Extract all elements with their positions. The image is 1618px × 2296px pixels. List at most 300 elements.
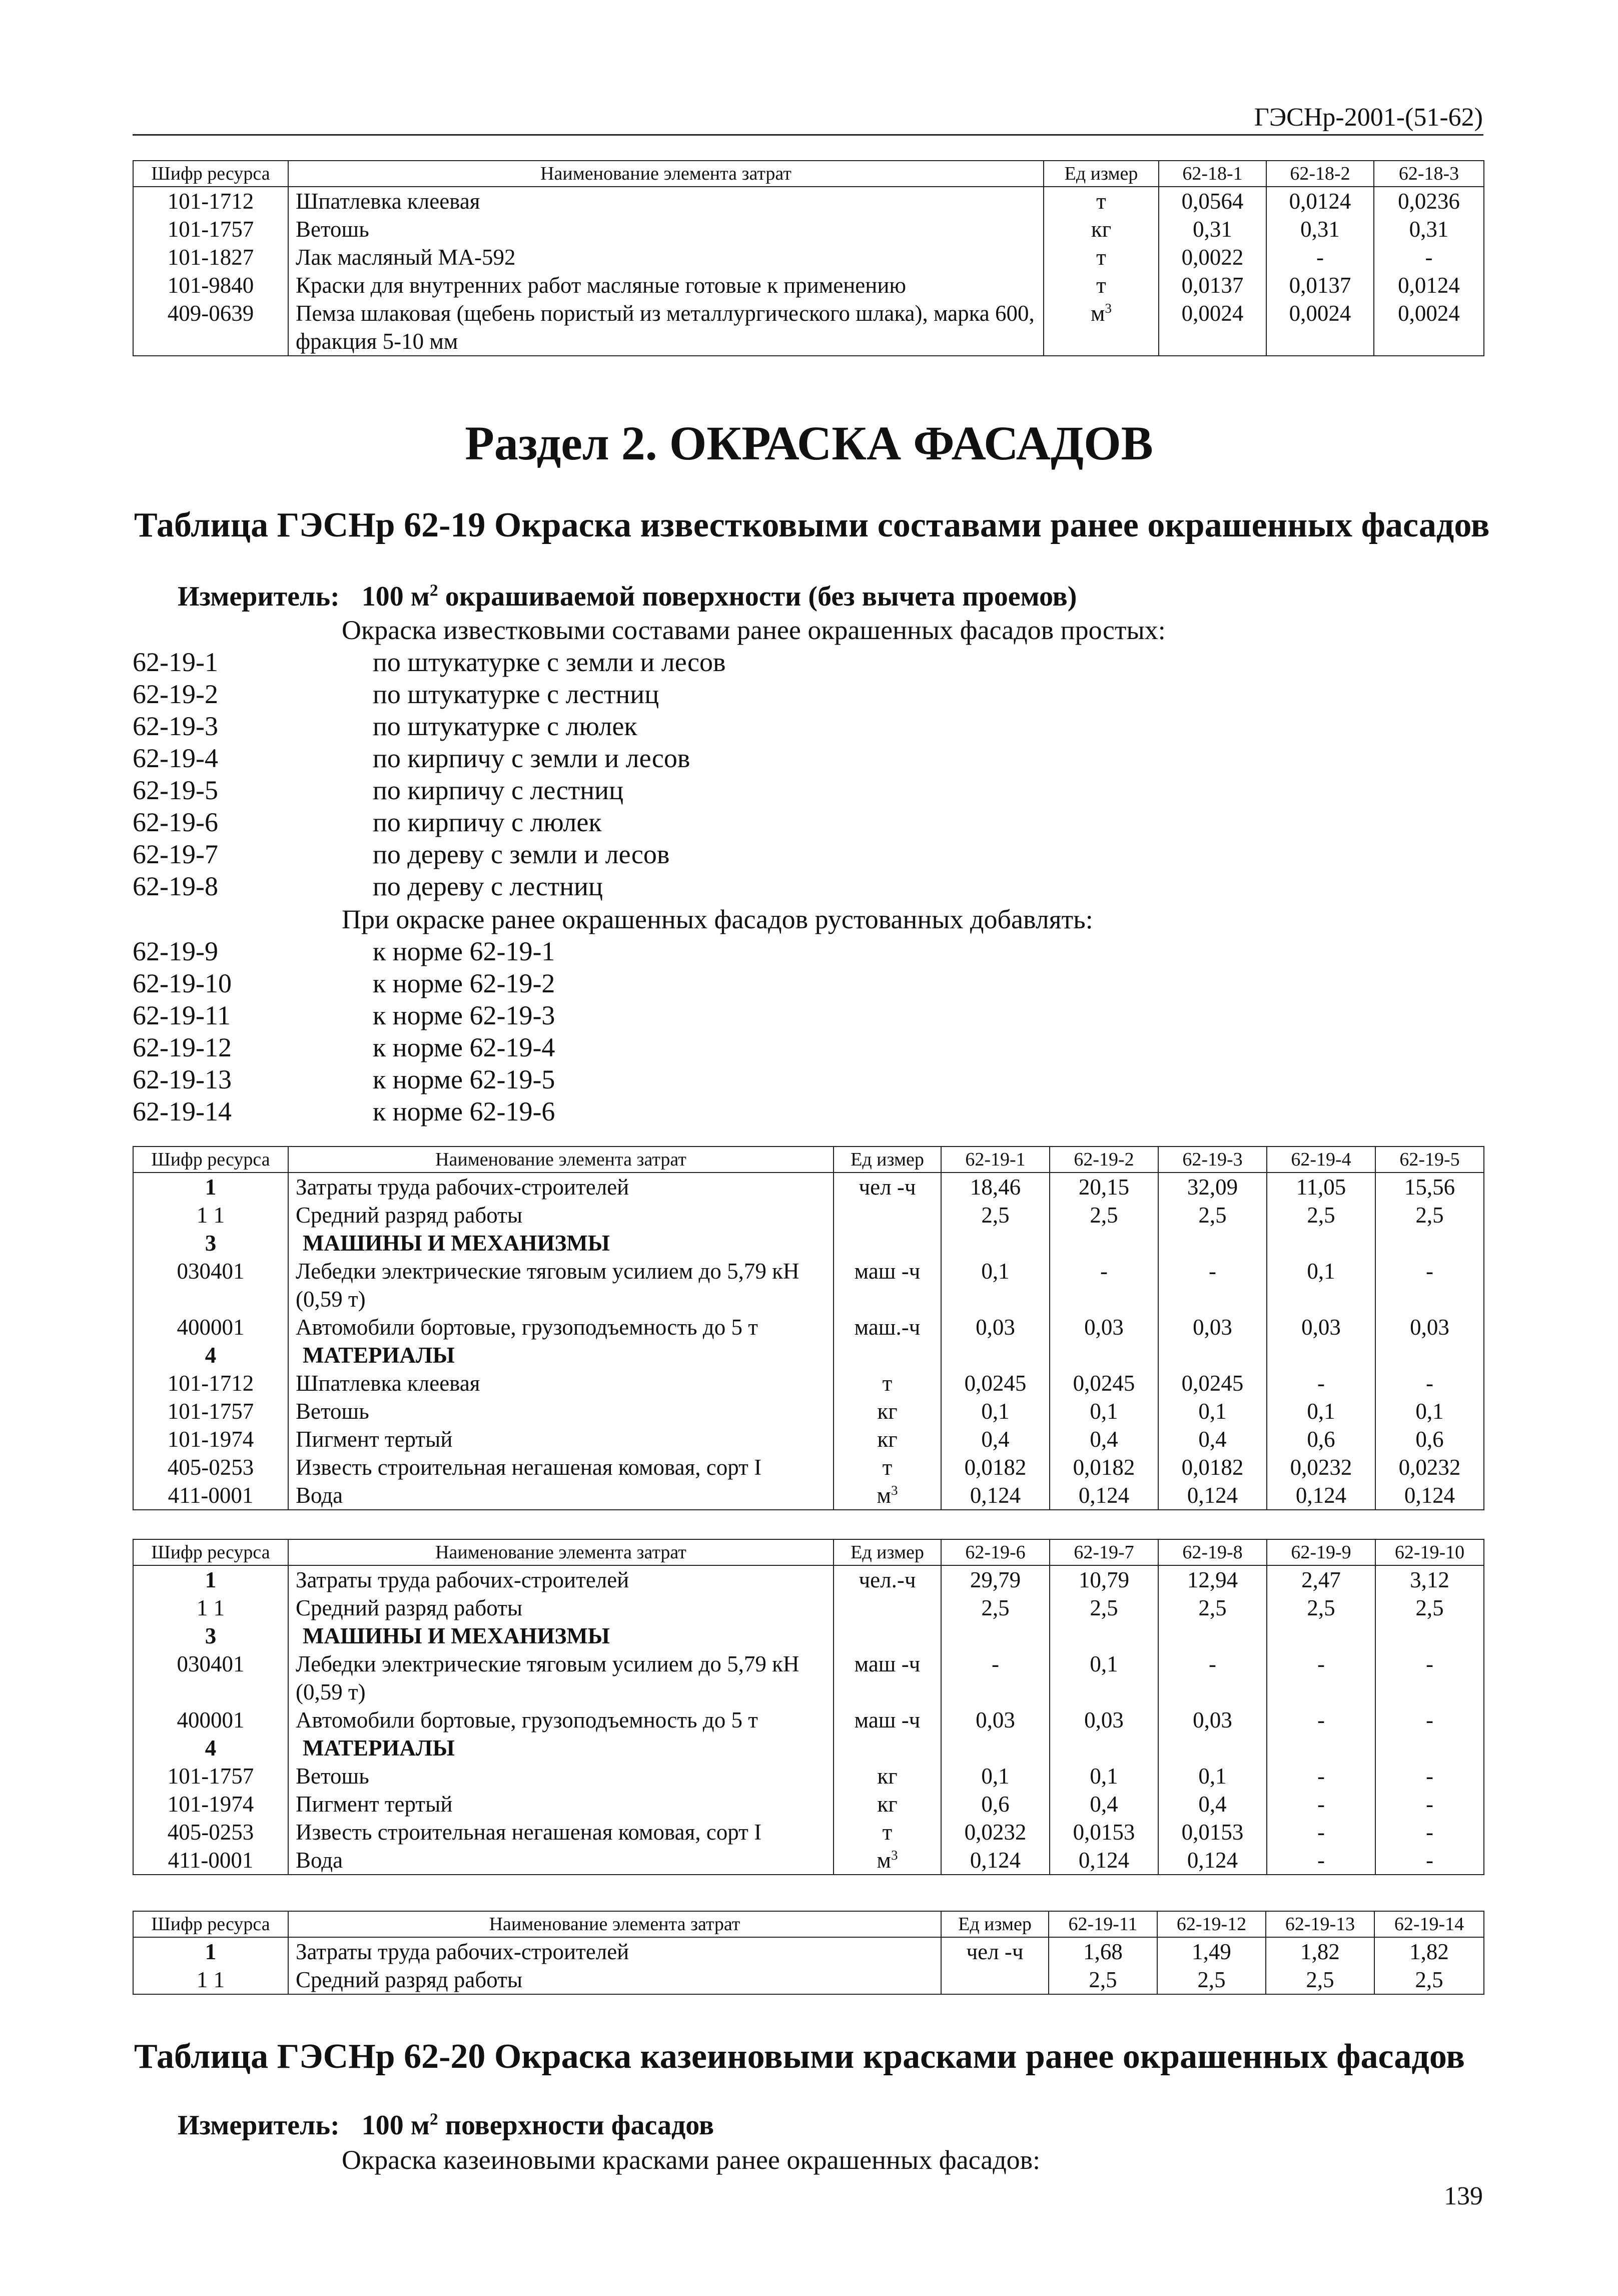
cell-name: Пемза шлаковая (щебень пористый из металлургического шлака), марка 600, фракция 5-10 мм xyxy=(288,299,1044,356)
col-header-norm: 62-19-7 xyxy=(1050,1539,1158,1565)
cell-value: 0,6 xyxy=(1267,1425,1375,1453)
cell-value: 0,0182 xyxy=(941,1453,1050,1481)
norm-description: к норме 62-19-3 xyxy=(373,1000,555,1030)
cell-value: 0,0024 xyxy=(1266,299,1374,356)
norm-code: 62-19-11 xyxy=(133,1000,231,1030)
cell-value: 0,4 xyxy=(1050,1790,1158,1818)
cell-value: - xyxy=(1267,1818,1375,1846)
cell-unit: маш.-ч xyxy=(834,1313,941,1341)
cell-value: - xyxy=(1375,1650,1484,1706)
cell-value xyxy=(1375,1341,1484,1369)
cell-value: 0,1 xyxy=(941,1762,1050,1790)
cell-value: - xyxy=(941,1650,1050,1706)
cell-code: 030401 xyxy=(133,1650,288,1706)
intro-19: Окраска известковыми составами ранее окрашенных фасадов простых: xyxy=(342,615,1166,645)
cell-unit xyxy=(834,1341,941,1369)
table-row xyxy=(133,1397,1484,1425)
meter-value-pre: 100 м xyxy=(361,581,430,612)
col-header-norm: 62-19-12 xyxy=(1157,1911,1266,1937)
norm-description: к норме 62-19-4 xyxy=(373,1032,555,1062)
cell-name: Средний разряд работы xyxy=(288,1966,941,1994)
cell-name: Пигмент тертый xyxy=(288,1790,834,1818)
cell-value: 2,5 xyxy=(1375,1594,1484,1622)
cell-value: 15,56 xyxy=(1375,1173,1484,1201)
meter-value xyxy=(362,2110,714,2141)
table-row xyxy=(133,1481,1484,1510)
cell-unit xyxy=(834,1734,941,1762)
cell-code: 3 xyxy=(133,1622,288,1650)
col-header-norm: 62-19-2 xyxy=(1050,1146,1158,1173)
cell-value: 0,4 xyxy=(941,1425,1050,1453)
cell-code: 1 xyxy=(133,1937,288,1966)
norm-description: по штукатурке с люлек xyxy=(373,711,637,741)
norm-code: 62-19-7 xyxy=(133,839,218,869)
table-row xyxy=(133,1565,1484,1594)
cell-unit: кг xyxy=(834,1790,941,1818)
col-header-norm: 62-19-11 xyxy=(1049,1911,1157,1937)
cell-code: 411-0001 xyxy=(133,1481,288,1510)
cell-value xyxy=(941,1229,1050,1257)
cell-value: 32,09 xyxy=(1158,1173,1267,1201)
cell-unit: маш -ч xyxy=(834,1706,941,1734)
cell-value xyxy=(1158,1229,1267,1257)
cell-code: 101-1712 xyxy=(133,1369,288,1397)
cell-unit: маш -ч xyxy=(834,1257,941,1313)
cell-value xyxy=(1158,1341,1267,1369)
cell-value xyxy=(1375,1622,1484,1650)
table-19-title: Таблица ГЭСНр 62-19 Окраска известковыми составами ранее окрашенных фасадов xyxy=(134,506,1490,544)
unit-superscript: 3 xyxy=(1105,301,1112,316)
norm-description: по дереву с земли и лесов xyxy=(373,839,670,869)
cell-unit xyxy=(834,1622,941,1650)
table-row xyxy=(133,1622,1484,1650)
table-row xyxy=(133,1341,1484,1369)
cell-value: 0,0245 xyxy=(1158,1369,1267,1397)
cell-name: Краски для внутренних работ масляные готовые к применению xyxy=(288,271,1044,299)
cell-value: - xyxy=(1375,1790,1484,1818)
cell-value: 0,03 xyxy=(1267,1313,1375,1341)
cell-value: - xyxy=(1267,1762,1375,1790)
cell-name: Известь строительная негашеная комовая, сорт I xyxy=(288,1453,834,1481)
table-row xyxy=(133,1229,1484,1257)
col-header-code: Шифр ресурса xyxy=(133,1539,288,1565)
norm-code: 62-19-13 xyxy=(133,1064,232,1094)
cell-unit: т xyxy=(834,1453,941,1481)
cell-value xyxy=(1267,1341,1375,1369)
cell-value: 2,47 xyxy=(1267,1565,1375,1594)
cell-name: Известь строительная негашеная комовая, сорт I xyxy=(288,1818,834,1846)
cell-value xyxy=(1267,1229,1375,1257)
cell-code: 030401 xyxy=(133,1257,288,1313)
cell-value: 0,0245 xyxy=(941,1369,1050,1397)
cell-name: Вода xyxy=(288,1481,834,1510)
norm-description: по кирпичу с люлек xyxy=(373,807,602,837)
cell-name: Затраты труда рабочих-строителей xyxy=(288,1173,834,1201)
cell-code: 101-1974 xyxy=(133,1790,288,1818)
cell-code: 409-0639 xyxy=(133,299,288,356)
meter-value-sup: 2 xyxy=(429,2110,438,2129)
cell-unit: т xyxy=(1044,271,1159,299)
cell-value: 0,0024 xyxy=(1159,299,1266,356)
cell-value xyxy=(1375,1229,1484,1257)
table-row xyxy=(133,1173,1484,1201)
document-code: ГЭСНр-2001-(51-62) xyxy=(1254,103,1483,132)
cell-code: 405-0253 xyxy=(133,1818,288,1846)
cell-value xyxy=(1050,1341,1158,1369)
cell-value: 0,1 xyxy=(1267,1397,1375,1425)
section-title: Раздел 2. ОКРАСКА ФАСАДОВ xyxy=(465,416,1153,470)
table-62-19-b xyxy=(133,1539,1484,1875)
cell-code: 1 1 xyxy=(133,1201,288,1229)
cell-value: - xyxy=(1267,1706,1375,1734)
unit-base: м xyxy=(877,1483,891,1508)
page-number: 139 xyxy=(1444,2182,1483,2210)
cell-value: - xyxy=(1375,1846,1484,1875)
col-header-norm: 62-19-13 xyxy=(1266,1911,1374,1937)
cell-value: 0,4 xyxy=(1158,1425,1267,1453)
col-header-unit: Ед измер xyxy=(941,1911,1049,1937)
cell-value: 0,1 xyxy=(1050,1397,1158,1425)
table-header-row xyxy=(133,1146,1484,1173)
cell-value: 0,1 xyxy=(1158,1397,1267,1425)
cell-unit xyxy=(1044,299,1159,356)
table-row xyxy=(133,1257,1484,1313)
cell-value xyxy=(1050,1622,1158,1650)
col-header-norm: 62-19-5 xyxy=(1375,1146,1484,1173)
cell-name: Автомобили бортовые, грузоподъемность до 5 т xyxy=(288,1313,834,1341)
meter-value xyxy=(362,581,1077,612)
unit-superscript: 3 xyxy=(891,1483,898,1498)
table-row xyxy=(133,1790,1484,1818)
table-row xyxy=(133,187,1484,215)
cell-value: 0,31 xyxy=(1159,215,1266,243)
table-row xyxy=(133,215,1484,243)
header-rule xyxy=(133,134,1483,136)
cell-section-name: МАШИНЫ И МЕХАНИЗМЫ xyxy=(288,1622,834,1650)
table-row xyxy=(133,1818,1484,1846)
cell-value: 0,124 xyxy=(1375,1481,1484,1510)
cell-value: 0,03 xyxy=(1158,1706,1267,1734)
norm-code: 62-19-4 xyxy=(133,743,218,773)
norm-code: 62-19-10 xyxy=(133,968,232,998)
cell-unit: т xyxy=(834,1369,941,1397)
cell-value: 11,05 xyxy=(1267,1173,1375,1201)
cell-name: Средний разряд работы xyxy=(288,1201,834,1229)
cell-code: 4 xyxy=(133,1734,288,1762)
cell-value: 2,5 xyxy=(1158,1594,1267,1622)
table-62-19-a xyxy=(133,1146,1484,1510)
table-header-row xyxy=(133,1539,1484,1565)
table-row xyxy=(133,1734,1484,1762)
col-header-norm: 62-19-8 xyxy=(1158,1539,1267,1565)
cell-value: 0,6 xyxy=(1375,1425,1484,1453)
cell-name: Вода xyxy=(288,1846,834,1875)
norm-code: 62-19-2 xyxy=(133,679,218,709)
norm-code: 62-19-5 xyxy=(133,775,218,805)
cell-value: 0,03 xyxy=(1375,1313,1484,1341)
table-row xyxy=(133,271,1484,299)
cell-value: 0,124 xyxy=(1050,1481,1158,1510)
cell-value xyxy=(1050,1734,1158,1762)
cell-value: 2,5 xyxy=(1158,1201,1267,1229)
cell-value: 0,0137 xyxy=(1266,271,1374,299)
meter-label: Измеритель: xyxy=(178,581,340,612)
cell-value: - xyxy=(1266,243,1374,271)
col-header-name: Наименование элемента затрат xyxy=(288,1911,941,1937)
cell-code: 405-0253 xyxy=(133,1453,288,1481)
norm-description: по штукатурке с лестниц xyxy=(373,679,659,709)
cell-value xyxy=(1267,1734,1375,1762)
cell-unit: т xyxy=(834,1818,941,1846)
cell-name: Ветошь xyxy=(288,1397,834,1425)
meter-value-pre: 100 м xyxy=(361,2110,430,2141)
col-header-norm: 62-19-10 xyxy=(1375,1539,1484,1565)
col-header-code: Шифр ресурса xyxy=(133,1146,288,1173)
cell-value: - xyxy=(1375,1257,1484,1313)
cell-value: - xyxy=(1158,1650,1267,1706)
cell-value xyxy=(941,1622,1050,1650)
norm-code: 62-19-9 xyxy=(133,936,218,966)
cell-value: - xyxy=(1375,1706,1484,1734)
cell-unit xyxy=(834,1229,941,1257)
cell-value xyxy=(1375,1734,1484,1762)
cell-value: - xyxy=(1158,1257,1267,1313)
cell-value: 1,49 xyxy=(1157,1937,1266,1966)
cell-code: 1 xyxy=(133,1173,288,1201)
cell-value xyxy=(1158,1622,1267,1650)
table-row xyxy=(133,1846,1484,1875)
cell-value: - xyxy=(1267,1369,1375,1397)
intro-19b: При окраске ранее окрашенных фасадов рустованных добавлять: xyxy=(342,904,1093,934)
norm-code: 62-19-3 xyxy=(133,711,218,741)
table-20-title: Таблица ГЭСНр 62-20 Окраска казеиновыми красками ранее окрашенных фасадов xyxy=(134,2037,1465,2076)
cell-code: 1 1 xyxy=(133,1966,288,1994)
cell-name: Затраты труда рабочих-строителей xyxy=(288,1565,834,1594)
cell-unit: кг xyxy=(834,1762,941,1790)
cell-code: 101-1757 xyxy=(133,1397,288,1425)
cell-name: Средний разряд работы xyxy=(288,1594,834,1622)
cell-name: Шпатлевка клеевая xyxy=(288,187,1044,215)
cell-value: 0,124 xyxy=(1050,1846,1158,1875)
cell-code: 4 xyxy=(133,1341,288,1369)
cell-value: 0,1 xyxy=(1050,1762,1158,1790)
cell-value: - xyxy=(1375,1818,1484,1846)
table-row xyxy=(133,1762,1484,1790)
cell-name: Лебедки электрические тяговым усилием до 5,79 кН (0,59 т) xyxy=(288,1257,834,1313)
cell-name: Пигмент тертый xyxy=(288,1425,834,1453)
cell-unit: чел -ч xyxy=(941,1937,1049,1966)
col-header-unit: Ед измер xyxy=(834,1146,941,1173)
cell-value: - xyxy=(1375,1762,1484,1790)
cell-unit: чел.-ч xyxy=(834,1565,941,1594)
col-header-code: Шифр ресурса xyxy=(133,161,288,187)
cell-code: 1 1 xyxy=(133,1594,288,1622)
meter-value-sup: 2 xyxy=(429,581,438,600)
cell-name: Лак масляный МА-592 xyxy=(288,243,1044,271)
cell-code: 101-1757 xyxy=(133,1762,288,1790)
norm-code: 62-19-1 xyxy=(133,647,218,677)
table-62-18 xyxy=(133,160,1484,356)
intro-20: Окраска казеиновыми красками ранее окрашенных фасадов: xyxy=(342,2145,1041,2175)
cell-unit: чел -ч xyxy=(834,1173,941,1201)
col-header-norm: 62-19-4 xyxy=(1267,1146,1375,1173)
table-row xyxy=(133,243,1484,271)
col-header-code: Шифр ресурса xyxy=(133,1911,288,1937)
table-row xyxy=(133,1313,1484,1341)
cell-value: 0,124 xyxy=(1267,1481,1375,1510)
cell-value: 0,4 xyxy=(1050,1425,1158,1453)
cell-value: 3,12 xyxy=(1375,1565,1484,1594)
cell-name: Лебедки электрические тяговым усилием до 5,79 кН (0,59 т) xyxy=(288,1650,834,1706)
table-row xyxy=(133,1369,1484,1397)
cell-value: 0,0232 xyxy=(1375,1453,1484,1481)
col-header-unit: Ед измер xyxy=(834,1539,941,1565)
cell-value: 0,124 xyxy=(1158,1846,1267,1875)
cell-value: 1,82 xyxy=(1266,1937,1374,1966)
cell-value: 0,0153 xyxy=(1158,1818,1267,1846)
norm-code: 62-19-14 xyxy=(133,1096,232,1126)
cell-unit xyxy=(834,1201,941,1229)
meter-19 xyxy=(178,581,1077,613)
cell-value: 0,1 xyxy=(1375,1397,1484,1425)
cell-value: 2,5 xyxy=(941,1594,1050,1622)
col-header-norm: 62-19-9 xyxy=(1267,1539,1375,1565)
norm-description: к норме 62-19-6 xyxy=(373,1096,555,1126)
cell-value: 2,5 xyxy=(1049,1966,1157,1994)
meter-value-post: поверхности фасадов xyxy=(438,2110,714,2141)
cell-value: 0,31 xyxy=(1374,215,1484,243)
cell-value: 0,0232 xyxy=(941,1818,1050,1846)
cell-value: 1,68 xyxy=(1049,1937,1157,1966)
table-row xyxy=(133,1453,1484,1481)
cell-value: 0,1 xyxy=(1050,1650,1158,1706)
cell-value: 0,1 xyxy=(941,1397,1050,1425)
meter-20 xyxy=(178,2109,714,2141)
cell-value: 20,15 xyxy=(1050,1173,1158,1201)
col-header-norm: 62-18-3 xyxy=(1374,161,1484,187)
cell-code: 101-9840 xyxy=(133,271,288,299)
cell-value: 2,5 xyxy=(941,1201,1050,1229)
cell-value: 1,82 xyxy=(1374,1937,1484,1966)
norm-description: по кирпичу с лестниц xyxy=(373,775,623,805)
cell-value: 0,0137 xyxy=(1159,271,1266,299)
cell-code: 3 xyxy=(133,1229,288,1257)
cell-value xyxy=(1267,1622,1375,1650)
table-row xyxy=(133,1201,1484,1229)
cell-value: 0,0564 xyxy=(1159,187,1266,215)
cell-value: 0,0182 xyxy=(1158,1453,1267,1481)
table-row xyxy=(133,1650,1484,1706)
cell-code: 400001 xyxy=(133,1706,288,1734)
cell-value: 2,5 xyxy=(1266,1966,1374,1994)
cell-name: Шпатлевка клеевая xyxy=(288,1369,834,1397)
cell-unit xyxy=(941,1966,1049,1994)
cell-value: - xyxy=(1374,243,1484,271)
norm-code: 62-19-6 xyxy=(133,807,218,837)
cell-name: Автомобили бортовые, грузоподъемность до 5 т xyxy=(288,1706,834,1734)
cell-code: 101-1827 xyxy=(133,243,288,271)
cell-code: 411-0001 xyxy=(133,1846,288,1875)
cell-unit: кг xyxy=(834,1397,941,1425)
cell-unit xyxy=(834,1481,941,1510)
cell-value xyxy=(1050,1229,1158,1257)
col-header-name: Наименование элемента затрат xyxy=(288,161,1044,187)
cell-value: 2,5 xyxy=(1267,1201,1375,1229)
norm-description: по штукатурке с земли и лесов xyxy=(373,647,726,677)
cell-value: 0,124 xyxy=(941,1481,1050,1510)
unit-base: м xyxy=(877,1848,891,1873)
cell-value: - xyxy=(1267,1650,1375,1706)
cell-value: 0,124 xyxy=(1158,1481,1267,1510)
cell-value: 0,03 xyxy=(1050,1706,1158,1734)
cell-unit: маш -ч xyxy=(834,1650,941,1706)
col-header-norm: 62-18-1 xyxy=(1159,161,1266,187)
cell-value: 0,0022 xyxy=(1159,243,1266,271)
unit-superscript: 3 xyxy=(891,1848,898,1863)
cell-value: - xyxy=(1050,1257,1158,1313)
cell-value: 0,0232 xyxy=(1267,1453,1375,1481)
cell-value: 0,1 xyxy=(1158,1762,1267,1790)
cell-unit: кг xyxy=(1044,215,1159,243)
cell-section-name: МАТЕРИАЛЫ xyxy=(288,1341,834,1369)
cell-name: Ветошь xyxy=(288,215,1044,243)
meter-value-post: окрашиваемой поверхности (без вычета проемов) xyxy=(438,581,1077,612)
cell-value: 0,0124 xyxy=(1374,271,1484,299)
col-header-norm: 62-19-3 xyxy=(1158,1146,1267,1173)
cell-value: 0,03 xyxy=(1050,1313,1158,1341)
cell-value: 0,4 xyxy=(1158,1790,1267,1818)
cell-value: 0,03 xyxy=(941,1706,1050,1734)
table-62-19-c xyxy=(133,1911,1484,1995)
cell-unit xyxy=(834,1594,941,1622)
col-header-norm: 62-19-1 xyxy=(941,1146,1050,1173)
cell-value: 0,124 xyxy=(941,1846,1050,1875)
table-row xyxy=(133,1937,1484,1966)
cell-value: 0,31 xyxy=(1266,215,1374,243)
cell-value: 2,5 xyxy=(1267,1594,1375,1622)
cell-value: 29,79 xyxy=(941,1565,1050,1594)
cell-value: - xyxy=(1267,1846,1375,1875)
meter-label: Измеритель: xyxy=(178,2110,340,2141)
cell-section-name: МАШИНЫ И МЕХАНИЗМЫ xyxy=(288,1229,834,1257)
cell-unit xyxy=(834,1846,941,1875)
col-header-norm: 62-18-2 xyxy=(1266,161,1374,187)
table-row xyxy=(133,1594,1484,1622)
cell-value: 2,5 xyxy=(1050,1594,1158,1622)
cell-code: 101-1974 xyxy=(133,1425,288,1453)
table-header-row xyxy=(133,161,1484,187)
cell-section-name: МАТЕРИАЛЫ xyxy=(288,1734,834,1762)
cell-value: 10,79 xyxy=(1050,1565,1158,1594)
table-header-row xyxy=(133,1911,1484,1937)
cell-value: 0,0236 xyxy=(1374,187,1484,215)
cell-value: 2,5 xyxy=(1157,1966,1266,1994)
norm-description: по кирпичу с земли и лесов xyxy=(373,743,690,773)
norm-code: 62-19-12 xyxy=(133,1032,232,1062)
cell-value: - xyxy=(1375,1369,1484,1397)
norm-description: к норме 62-19-2 xyxy=(373,968,555,998)
table-row xyxy=(133,1706,1484,1734)
norm-description: по дереву с лестниц xyxy=(373,871,603,901)
cell-value: 0,03 xyxy=(1158,1313,1267,1341)
table-row xyxy=(133,1966,1484,1994)
cell-value: 12,94 xyxy=(1158,1565,1267,1594)
cell-name: Затраты труда рабочих-строителей xyxy=(288,1937,941,1966)
cell-value: 0,03 xyxy=(941,1313,1050,1341)
cell-value: 0,0024 xyxy=(1374,299,1484,356)
col-header-norm: 62-19-14 xyxy=(1374,1911,1484,1937)
col-header-name: Наименование элемента затрат xyxy=(288,1146,834,1173)
